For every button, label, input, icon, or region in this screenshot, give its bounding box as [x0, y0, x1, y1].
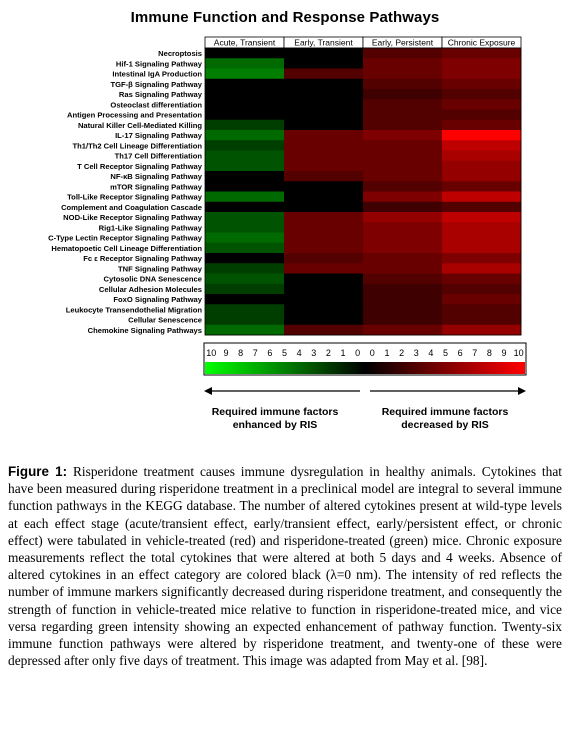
scale-tick-green: 5	[281, 348, 288, 358]
column-header-acute-transient: Acute, Transient	[213, 37, 276, 48]
scale-tick-green: 0	[355, 348, 361, 358]
row-label-cytosolic-dna-senescence: Cytosolic DNA Senescence	[103, 274, 202, 284]
scale-tick-red: 9	[501, 348, 507, 358]
row-label-hematopoetic-cell-lineage-differentiation: Hematopoetic Cell Lineage Differentiation	[51, 243, 202, 253]
row-label-complement-and-coagulation-cascade: Complement and Coagulation Cascade	[61, 202, 202, 212]
scale-tick-red: 8	[486, 348, 492, 358]
legend-enhanced-label: Required immune factors enhanced by RIS	[211, 406, 339, 431]
row-label-osteoclast-differentiation: Osteoclast differentiation	[110, 100, 202, 110]
row-label-fc-receptor-signaling-pathway: Fc ε Receptor Signaling Pathway	[83, 254, 202, 264]
chart-title: Immune Function and Response Pathways	[130, 9, 440, 26]
row-label-cellular-adhesion-molecules: Cellular Adhesion Molecules	[98, 284, 202, 294]
scale-tick-green: 9	[223, 348, 229, 358]
row-label-il-17-signaling-pathway: IL-17 Signaling Pathway	[115, 131, 202, 141]
row-label-antigen-processing-and-presentation: Antigen Processing and Presentation	[66, 110, 202, 120]
scale-tick-green: 1	[340, 348, 346, 358]
scale-tick-green: 3	[311, 348, 317, 358]
scale-tick-red: 1	[384, 348, 390, 358]
scale-tick-green: 7	[252, 348, 258, 358]
caption-text: Risperidone treatment causes immune dysregulation in healthy animals. Cytokines that have been measured during risperidone treatment in a preclinical model are integral to several immune function pathways in the KEGG database. The number of altered cytokines present at wild-type levels at each effect stage (acute/transient effect, early/transient effect, early/persistent effect, or chronic effect) were tabulated in vehicle-treated (red) and risperidone-treated (green) mice. Chronic exposure measurements reflect the total cytokines that were altered at both 5 days and 4 weeks. Absence of altered cytokines in an effect category are colored black (λ=0 nm). The intensity of red reflects the number of immune markers significantly decreased during risperidone treatment, and consequently the strength of function in vehicle-treated mice relative to function in risperidone-treated mice, and vice versa regarding green intensity showing an expected enhancement of pathway function. Twenty-six immune function pathways were altered by risperidone treatment, and twenty-one of these were depressed after only five days of treatment. This image was adapted from May et al. [98].	[8, 464, 562, 669]
scale-tick-green: 4	[296, 348, 302, 358]
color-scale-gradient	[205, 362, 525, 374]
row-label-natural-killer-cell-mediated-killing: Natural Killer Cell-Mediated Killing	[77, 120, 202, 130]
arrow-left-icon	[204, 387, 212, 395]
row-label-intestinal-iga-production: Intestinal IgA Production	[112, 69, 202, 79]
figure-caption	[8, 463, 562, 669]
scale-tick-green: 10	[206, 348, 217, 358]
scale-tick-red: 7	[472, 348, 478, 358]
scale-tick-red: 2	[399, 348, 405, 358]
row-label-mtor-signaling-pathway: mTOR Signaling Pathway	[110, 182, 202, 192]
row-label-hif-1-signaling-pathway: Hif-1 Signaling Pathway	[115, 59, 202, 69]
row-label-necroptosis: Necroptosis	[158, 49, 202, 59]
scale-tick-red: 6	[457, 348, 463, 358]
row-label-foxo-signaling-pathway: FoxO Signaling Pathway	[113, 295, 202, 305]
scale-tick-red: 3	[413, 348, 419, 358]
row-label-t-cell-receptor-signaling-pathway: T Cell Receptor Signaling Pathway	[77, 161, 202, 171]
row-label-nod-like-receptor-signaling-pathway: NOD-Like Receptor Signaling Pathway	[63, 213, 202, 223]
legend-decreased-label: Required immune factors decreased by RIS	[381, 406, 509, 431]
scale-tick-red: 5	[442, 348, 449, 358]
column-header-early-transient: Early, Transient	[294, 37, 353, 48]
scale-tick-green: 6	[267, 348, 273, 358]
row-label-th17-cell-differentiation: Th17 Cell Differentiation	[114, 151, 202, 161]
arrow-right-icon	[518, 387, 526, 395]
row-label-cellular-senescence: Cellular Senescence	[128, 315, 202, 325]
column-header-chronic-exposure: Chronic Exposure	[447, 37, 516, 48]
scale-tick-red: 0	[369, 348, 375, 358]
caption-label: Figure 1:	[8, 464, 68, 479]
scale-tick-red: 4	[428, 348, 434, 358]
row-label-nf-b-signaling-pathway: NF-κB Signaling Pathway	[110, 172, 202, 182]
row-label-tgf-signaling-pathway: TGF-β Signaling Pathway	[110, 79, 202, 89]
column-header-early-persistent: Early, Persistent	[371, 37, 434, 48]
row-label-toll-like-receptor-signaling-pathway: Toll-Like Receptor Signaling Pathway	[67, 192, 202, 202]
row-label-th1-th2-cell-lineage-differentiation: Th1/Th2 Cell Lineage Differentiation	[72, 141, 202, 151]
scale-tick-green: 2	[325, 348, 331, 358]
row-label-ras-signaling-pathway: Ras Signaling Pathway	[118, 90, 202, 100]
row-label-tnf-signaling-pathway: TNF Signaling Pathway	[118, 264, 202, 274]
scale-tick-green: 8	[238, 348, 244, 358]
scale-tick-red: 10	[513, 348, 524, 358]
row-label-rig1-like-signaling-pathway: Rig1-Like Signaling Pathway	[98, 223, 202, 233]
row-label-chemokine-signaling-pathways: Chemokine Signaling Pathways	[87, 325, 202, 335]
row-label-c-type-lectin-receptor-signaling-pathway: C-Type Lectin Receptor Signaling Pathway	[48, 233, 202, 243]
row-label-leukocyte-transendothelial-migration: Leukocyte Transendothelial Migration	[65, 305, 202, 315]
